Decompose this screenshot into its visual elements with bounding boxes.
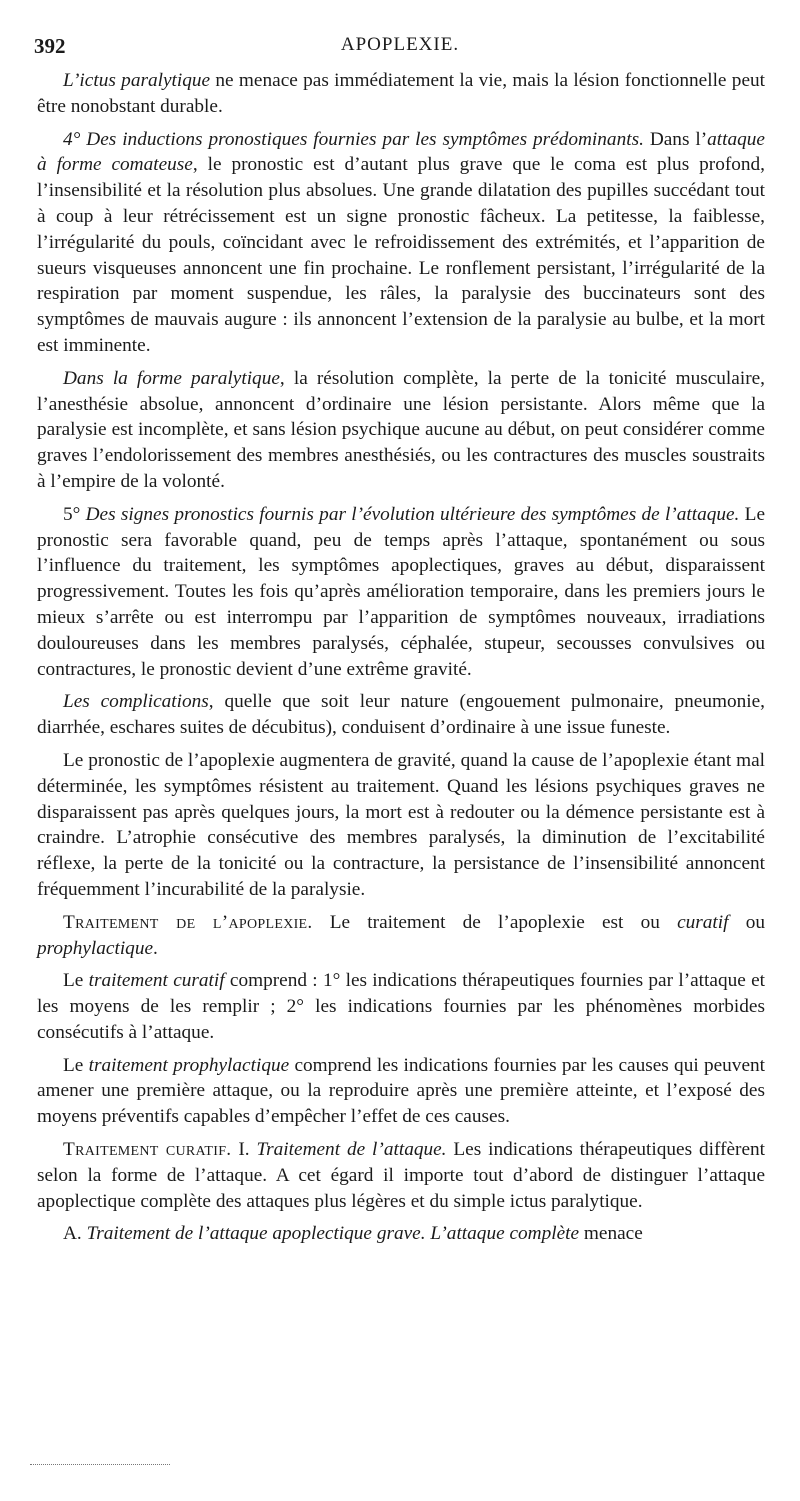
text-run: I. bbox=[231, 1139, 257, 1161]
section-heading: Traitement de l’apoplexie. bbox=[63, 911, 313, 933]
text-run: ne menace pas immédiatement la vie, mais la lésion fonctionnelle peut être nonobstant durable. bbox=[37, 70, 766, 117]
footer-rule bbox=[30, 1464, 170, 1465]
paragraph bbox=[37, 689, 765, 741]
text-run: , le pronostic est d’autant plus grave que le coma est plus profond, l’insensibilité et la résolution plus absolues. Une grande dilatation des pupilles succédant tout à coup à leur rétrécissement est un signe pronostic fâcheux. La petitesse, la faiblesse, l’irrégularité du pouls, coïncidant avec le refroidissement des extrémités, et l’apparition de sueurs visqueuses annoncent une fin prochaine. Le ronflement persistant, l’irrégularité de la respiration par moment suspendue, les râles, la paralysie des buccinateurs sont des symptômes de mauvais augure : ils annoncent l’extension de la paralysie au bulbe, et la mort est imminente. bbox=[37, 154, 765, 356]
text-run: Le pronostic sera favorable quand, peu de temps après l’attaque, spontanément ou sous l’influence du traitement, les symptômes apoplectiques, graves au début, disparaissent progressivement. Toutes les fois qu’après amélioration temporaire, dans les premiers jours le mieux s’arrête ou est interrompu par l’apparition de symptômes nouveaux, irradiations douloureuses dans les membres paralysés, céphalée, stupeur, secousses convulsives ou contractures, le pronostic devient d’une extrême gravité. bbox=[37, 503, 765, 680]
text-run: comprend les indications fournies par les causes qui peuvent amener une première attaque, ou la reproduire après une première atteinte, et l’exposé des moyens préventifs capables d’empêcher l’effet de ces causes. bbox=[37, 1054, 765, 1128]
page-number: 392 bbox=[34, 34, 66, 58]
text-run: , la résolution complète, la perte de la tonicité musculaire, l’anesthésie absolue, annoncent d’ordinaire une lésion persistante. Alors même que la paralysie est incomplète, et sans lésion psychique aucune au début, on peut considérer comme graves l’endolorissement des membres anesthésiés, ou les contractures des muscles soustraits à l’empire de la volonté. bbox=[37, 367, 765, 492]
italic-run: Traitement de l’attaque apoplectique grave. bbox=[86, 1223, 426, 1245]
italic-run: traitement prophylactique bbox=[88, 1054, 290, 1076]
italic-run: L’ictus paralytique bbox=[63, 70, 211, 91]
text-run: Le bbox=[63, 1054, 89, 1076]
paragraph bbox=[37, 366, 765, 495]
paragraph bbox=[37, 1137, 765, 1214]
italic-run: prophylactique bbox=[37, 937, 154, 959]
text-run: ou bbox=[728, 911, 765, 933]
italic-run: 4° Des inductions pronostiques fournies par les symptômes prédominants. bbox=[63, 128, 644, 150]
text-run: . bbox=[153, 937, 158, 959]
running-title: APOPLEXIE. bbox=[340, 34, 460, 55]
text-run: Le traitement de l’apoplexie est ou bbox=[312, 911, 678, 933]
section-heading: Traitement curatif. bbox=[63, 1139, 232, 1161]
text-run: Dans l’ bbox=[643, 128, 708, 150]
page-header bbox=[34, 34, 766, 60]
italic-run: attaque à forme comateuse bbox=[37, 128, 765, 176]
italic-run: Des signes pronostics fournis par l’évolution ultérieure des symptômes de l’attaque. bbox=[85, 503, 740, 525]
text-run: Le pronostic de l’apoplexie augmentera de gravité, quand la cause de l’apoplexie étant mal déterminée, les symptômes résistent au traitement. Quand les lésions psychiques graves ne disparaissent pas après quelques jours, la mort est à redouter ou la démence persistante est à craindre. L’atrophie consécutive des membres paralysés, la diminution de l’excitabilité réflexe, la perte de la tonicité ou la contracture, la persistance de l’insensibilité annoncent fréquemment l’incurabilité de la paralysie. bbox=[37, 749, 765, 900]
paragraph bbox=[37, 1221, 765, 1247]
text-run: menace bbox=[579, 1223, 643, 1245]
italic-run: traitement curatif bbox=[88, 970, 225, 992]
italic-run: Dans la forme paralytique bbox=[63, 367, 280, 389]
text-run: , quelle que soit leur nature (engouement pulmonaire, pneumonie, diarrhée, eschares suites de décubitus), conduisent d’ordinaire à une issue funeste. bbox=[37, 691, 765, 739]
italic-run: Les complications bbox=[63, 691, 209, 713]
text-run: Les indications thérapeutiques diffèrent selon la forme de l’attaque. A cet égard il importe tout d’abord de distinguer l’attaque apoplectique complète des attaques plus légères et du simple ictus paralytique. bbox=[37, 1139, 766, 1212]
paragraph bbox=[37, 1053, 765, 1130]
paragraph bbox=[37, 968, 765, 1045]
paragraph bbox=[37, 68, 765, 120]
paragraph bbox=[37, 910, 765, 962]
paragraph bbox=[37, 127, 765, 359]
italic-run: curatif bbox=[677, 911, 729, 933]
paragraph bbox=[37, 502, 765, 683]
text-run: A. bbox=[63, 1223, 87, 1245]
italic-run: Traitement de l’attaque. bbox=[256, 1139, 447, 1161]
paragraph bbox=[37, 748, 765, 903]
italic-run: L’attaque complète bbox=[430, 1223, 580, 1245]
text-run: comprend : 1° les indications thérapeutiques fournies par l’attaque et les moyens de les remplir ; 2° les indications fournies par les phénomènes morbides consécutifs à l’attaque. bbox=[37, 970, 765, 1043]
text-run: 5° bbox=[63, 503, 86, 525]
text-run: Le bbox=[63, 970, 89, 992]
body-text bbox=[37, 68, 765, 1254]
